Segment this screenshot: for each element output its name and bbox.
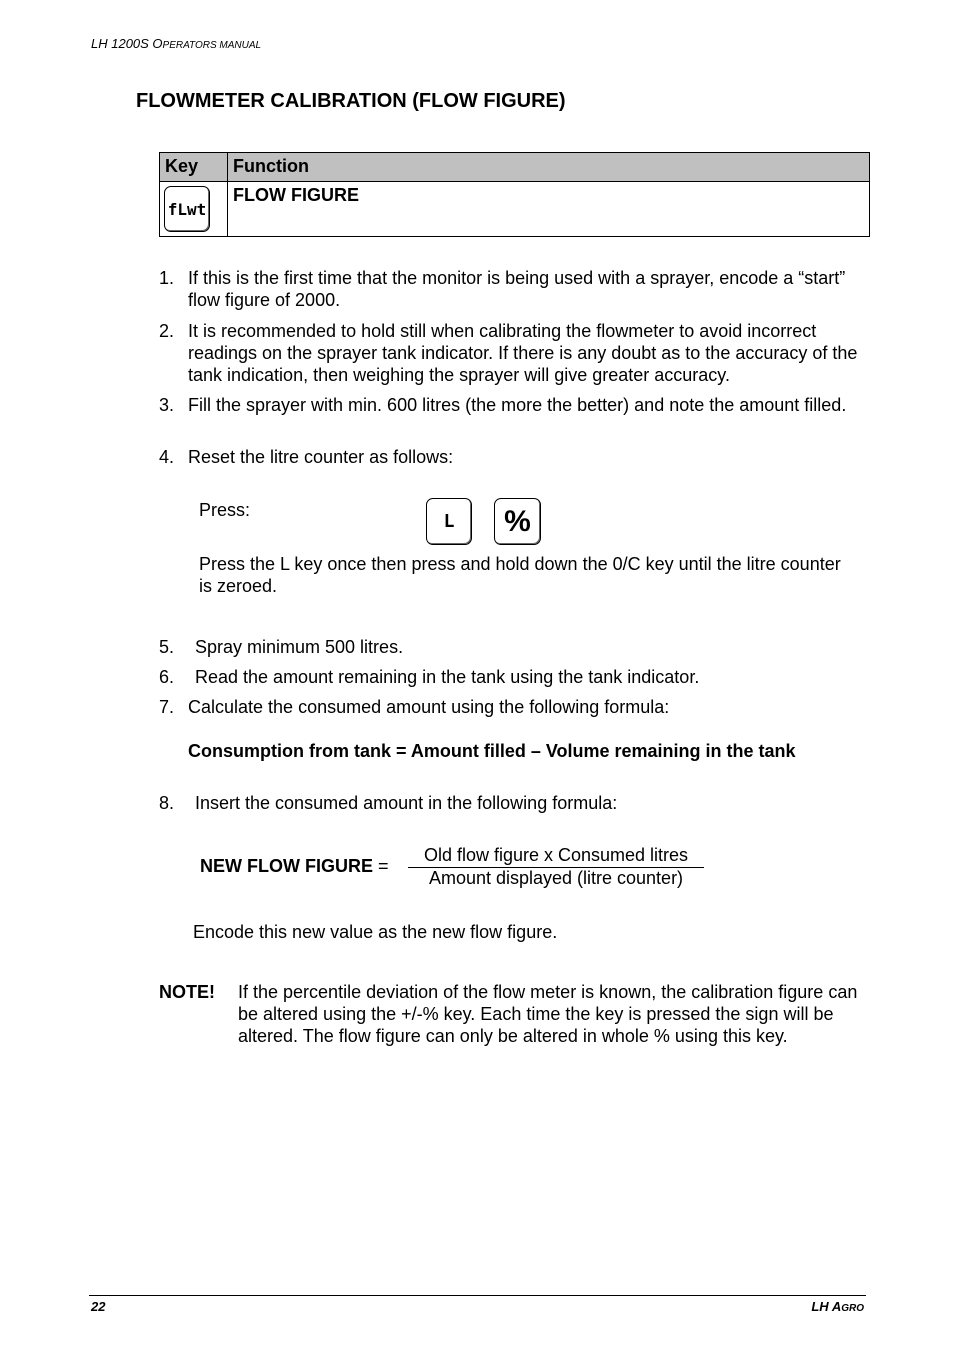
zero-clear-key-glyph: % (504, 504, 531, 538)
step-text: If this is the first time that the monitor is being used with a sprayer, encode a “start” flow figure of 2000. (188, 268, 846, 310)
function-cell: FLOW FIGURE (228, 182, 870, 237)
step-text: Spray minimum 500 litres. (195, 637, 404, 657)
equals-sign: = (378, 856, 389, 876)
step-number: 3. (159, 395, 175, 415)
zero-clear-key[interactable] (494, 498, 541, 545)
key-function-table (159, 152, 870, 237)
col-key-header: Key (160, 153, 228, 182)
step-text: Insert the consumed amount in the following formula: (195, 793, 618, 813)
note-label: NOTE! (159, 982, 215, 1002)
footer-divider (89, 1295, 866, 1296)
flow-key-glyph: fLwt (167, 199, 207, 219)
key-cell (160, 182, 228, 237)
col-function-header: Function (228, 153, 870, 182)
manual-header (91, 36, 261, 51)
litre-key[interactable] (426, 498, 472, 545)
step-number: 4. (159, 447, 175, 467)
header-rest: PERATORS MANUAL (162, 40, 262, 51)
page-title: FLOWMETER CALIBRATION (FLOW FIGURE) (136, 90, 566, 112)
step-number: 5. (159, 637, 175, 657)
encode-instruction: Encode this new value as the new flow figure. (193, 922, 558, 942)
step-number: 7. (159, 697, 175, 717)
litre-key-glyph: L (443, 511, 455, 532)
footer-brand (811, 1299, 864, 1314)
step-text: Reset the litre counter as follows: (188, 447, 454, 467)
step-number: 1. (159, 268, 175, 288)
step-number: 8. (159, 793, 175, 813)
step-text: Fill the sprayer with min. 600 litres (the more the better) and note the amount filled. (188, 395, 847, 415)
press-label: Press: (199, 500, 251, 520)
table-row (160, 182, 870, 237)
flow-figure-key[interactable] (164, 186, 210, 232)
step-number: 6. (159, 667, 175, 687)
press-instruction: Press the L key once then press and hold down the 0/C key until the litre counter is zeroed. (199, 554, 841, 596)
step-text: Read the amount remaining in the tank using the tank indicator. (195, 667, 700, 687)
formula-denominator: Amount displayed (litre counter) (428, 868, 684, 888)
note-text: If the percentile deviation of the flow meter is known, the calibration figure can be altered using the +/-% key. Each time the key is pressed the sign will be altered. The flow figure can only be altered in whole % using this key. (238, 982, 858, 1046)
new-flow-label: NEW FLOW FIGURE (200, 856, 373, 876)
brand-prefix: LH A (811, 1299, 842, 1314)
brand-rest: GRO (841, 1303, 864, 1314)
table-header-row (160, 153, 870, 182)
step-text: Calculate the consumed amount using the following formula: (188, 697, 670, 717)
step-number: 2. (159, 321, 175, 341)
new-flow-formula-label (200, 855, 389, 877)
step-text: It is recommended to hold still when calibrating the flowmeter to avoid incorrect readings on the sprayer tank indicator. If there is any doubt as to the accuracy of the tank indication, then weighing the sprayer will give greater accuracy. (188, 321, 858, 385)
formula-numerator: Old flow figure x Consumed litres (408, 845, 704, 868)
page-number: 22 (91, 1299, 106, 1314)
consumption-formula: Consumption from tank = Amount filled – Volume remaining in the tank (188, 741, 796, 761)
header-prefix: LH 1200S O (91, 36, 163, 51)
